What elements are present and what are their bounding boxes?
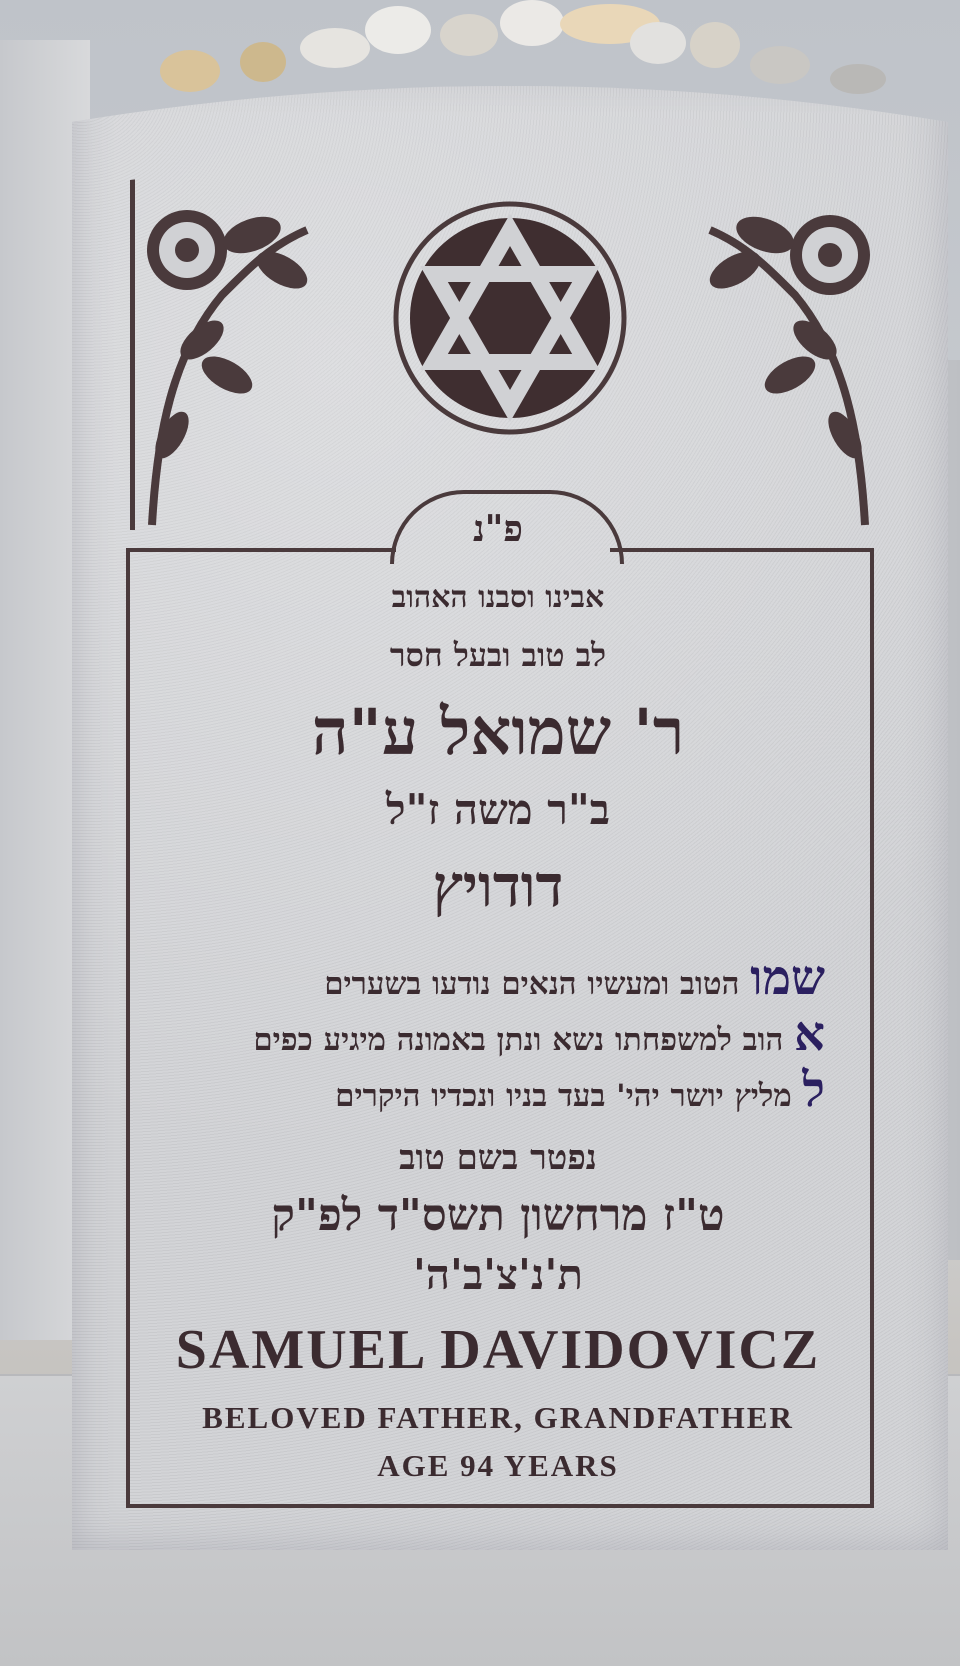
- hebrew-name: ר' שמואל ע"ה: [311, 695, 685, 770]
- english-name: SAMUEL DAVIDOVICZ: [175, 1319, 821, 1381]
- acrostic-letters: שמו: [750, 950, 825, 1006]
- father-name: ב"ר משה ז"ל: [385, 785, 611, 834]
- pn-abbreviation: פ"נ: [472, 508, 524, 550]
- acrostic-line-2: [135, 1006, 825, 1062]
- epitaph-line-2: לב טוב ובעל חסר: [389, 636, 607, 674]
- age-line: AGE 94 YEARS: [377, 1448, 619, 1483]
- beloved-line: BELOVED FATHER, GRANDFATHER: [202, 1400, 794, 1435]
- acrostic-line-1: [135, 950, 825, 1006]
- rose-flourish-left-icon: [132, 175, 317, 535]
- acrostic-letters: ל: [802, 1062, 825, 1118]
- star-of-david-icon: [390, 198, 630, 438]
- acrostic-text: הוב למשפחתו נשא ונתן באמונה מיגיע כפים: [253, 1022, 784, 1058]
- acrostic-text: הטוב ומעשיו הנאים נודעו בשערים: [324, 966, 740, 1002]
- rose-flourish-right-icon: [700, 175, 885, 535]
- acrostic-line-3: [135, 1062, 825, 1118]
- acrostic-text: מליץ יושר יהי' בעד בניו ונכדיו היקרים: [335, 1078, 792, 1114]
- hebrew-surname: דודויץ: [432, 852, 564, 920]
- acrostic-letters: א: [794, 1006, 825, 1062]
- tnzbh-abbreviation: ת'נ'צ'ב'ה': [413, 1250, 583, 1299]
- hebrew-date: ט"ז מרחשון תשס"ד לפ"ק: [271, 1190, 725, 1241]
- passed-away-line: נפטר בשם טוב: [399, 1138, 597, 1178]
- epitaph-line-1: אבינו וסבנו האהוב: [391, 580, 605, 615]
